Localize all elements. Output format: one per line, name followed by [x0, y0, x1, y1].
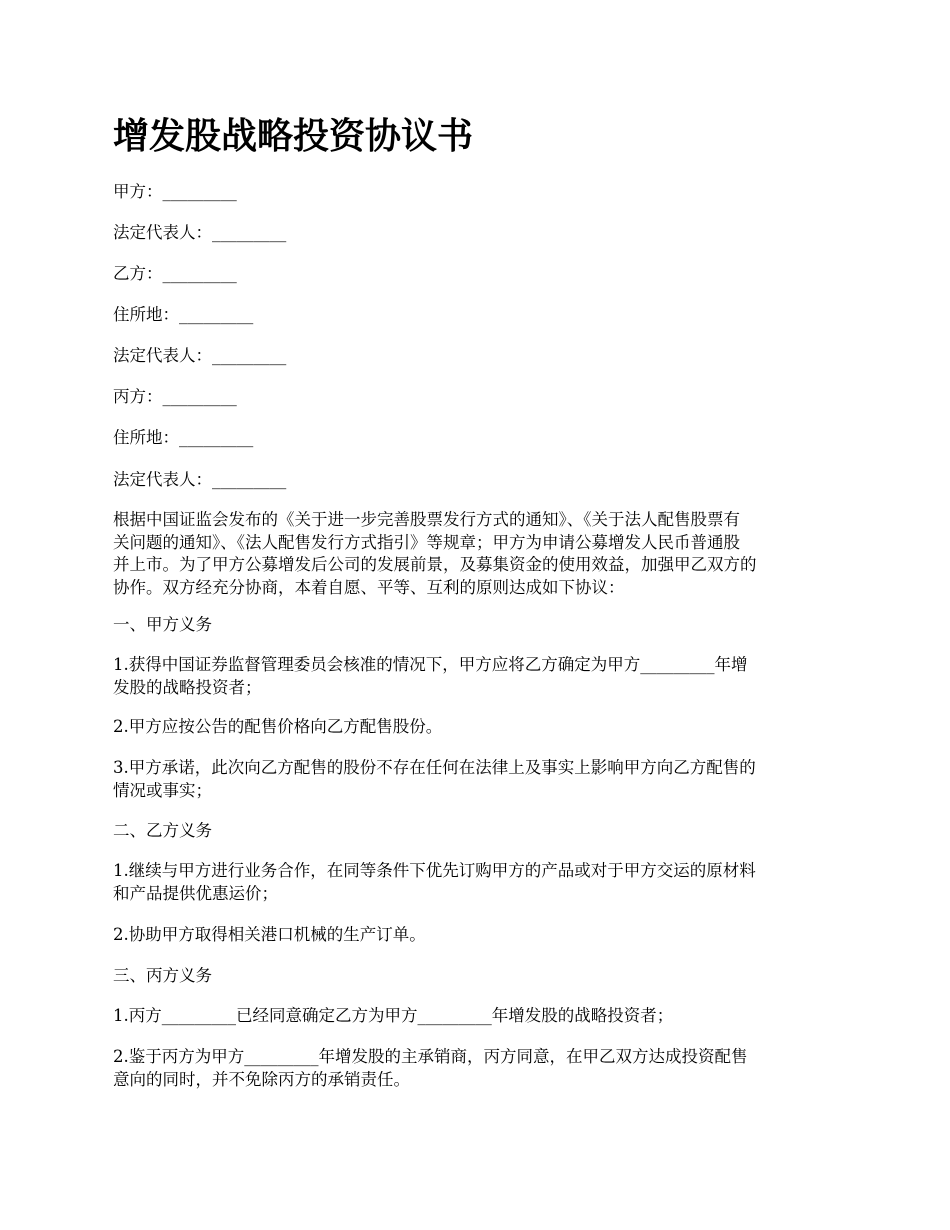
- party-b-representative-line: 法定代表人：_________: [113, 346, 287, 365]
- party-c-representative-line: 法定代表人：_________: [113, 470, 287, 489]
- paragraph-line: 情况或事实；: [113, 780, 212, 800]
- section-2-item-1: [113, 860, 841, 905]
- paragraph-line: 意向的同时，并不免除丙方的承销责任。: [113, 1069, 410, 1089]
- section-3-heading: 三、丙方义务: [113, 966, 212, 985]
- party-a-representative-line: 法定代表人：_________: [113, 223, 287, 242]
- paragraph-line: 3.甲方承诺，此次向乙方配售的股份不存在任何在法律上及事实上影响甲方向乙方配售的: [113, 758, 756, 777]
- section-1-item-1: [113, 654, 841, 699]
- paragraph-line: 1.获得中国证券监督管理委员会核准的情况下，甲方应将乙方确定为甲方_________年增: [113, 655, 748, 674]
- section-2-heading: 二、乙方义务: [113, 821, 212, 840]
- preamble-line: 关问题的通知》、《法人配售发行方式指引》等规章；甲方为申请公募增发人民币普通股: [113, 532, 740, 552]
- section-1-item-3: [113, 757, 841, 802]
- section-1-heading: 一、甲方义务: [113, 615, 212, 634]
- paragraph-line: 发股的战略投资者；: [113, 677, 262, 697]
- party-c-line: 丙方：_________: [113, 387, 237, 406]
- preamble-line: 根据中国证监会发布的《关于进一步完善股票发行方式的通知》、《关于法人配售股票有: [113, 510, 740, 529]
- preamble-line: 并上市。为了甲方公募增发后公司的发展前景，及募集资金的使用效益，加强甲乙双方的: [113, 555, 757, 574]
- party-b-address-line: 住所地：_________: [113, 305, 254, 324]
- paragraph-line: 1.继续与甲方进行业务合作，在同等条件下优先订购甲方的产品或对于甲方交运的原材料: [113, 861, 756, 880]
- document-title: 增发股战略投资协议书: [113, 115, 474, 157]
- preamble-line: 协作。双方经充分协商，本着自愿、平等、互利的原则达成如下协议：: [113, 577, 625, 597]
- party-c-address-line: 住所地：_________: [113, 428, 254, 447]
- paragraph-line: 和产品提供优惠运价；: [113, 883, 278, 903]
- party-b-line: 乙方：_________: [113, 264, 237, 283]
- section-1-item-2: 2.甲方应按公告的配售价格向乙方配售股份。: [113, 717, 443, 736]
- paragraph-line: 2.鉴于丙方为甲方_________年增发股的主承销商，丙方同意，在甲乙双方达成投资配售: [113, 1047, 748, 1066]
- section-2-item-2: 2.协助甲方取得相关港口机械的生产订单。: [113, 925, 426, 944]
- section-3-item-1: 1.丙方_________已经同意确定乙方为甲方_________年增发股的战略投资者；: [113, 1006, 674, 1025]
- party-a-line: 甲方：_________: [113, 182, 237, 201]
- preamble-paragraph: [113, 509, 841, 599]
- section-3-item-2: [113, 1046, 841, 1091]
